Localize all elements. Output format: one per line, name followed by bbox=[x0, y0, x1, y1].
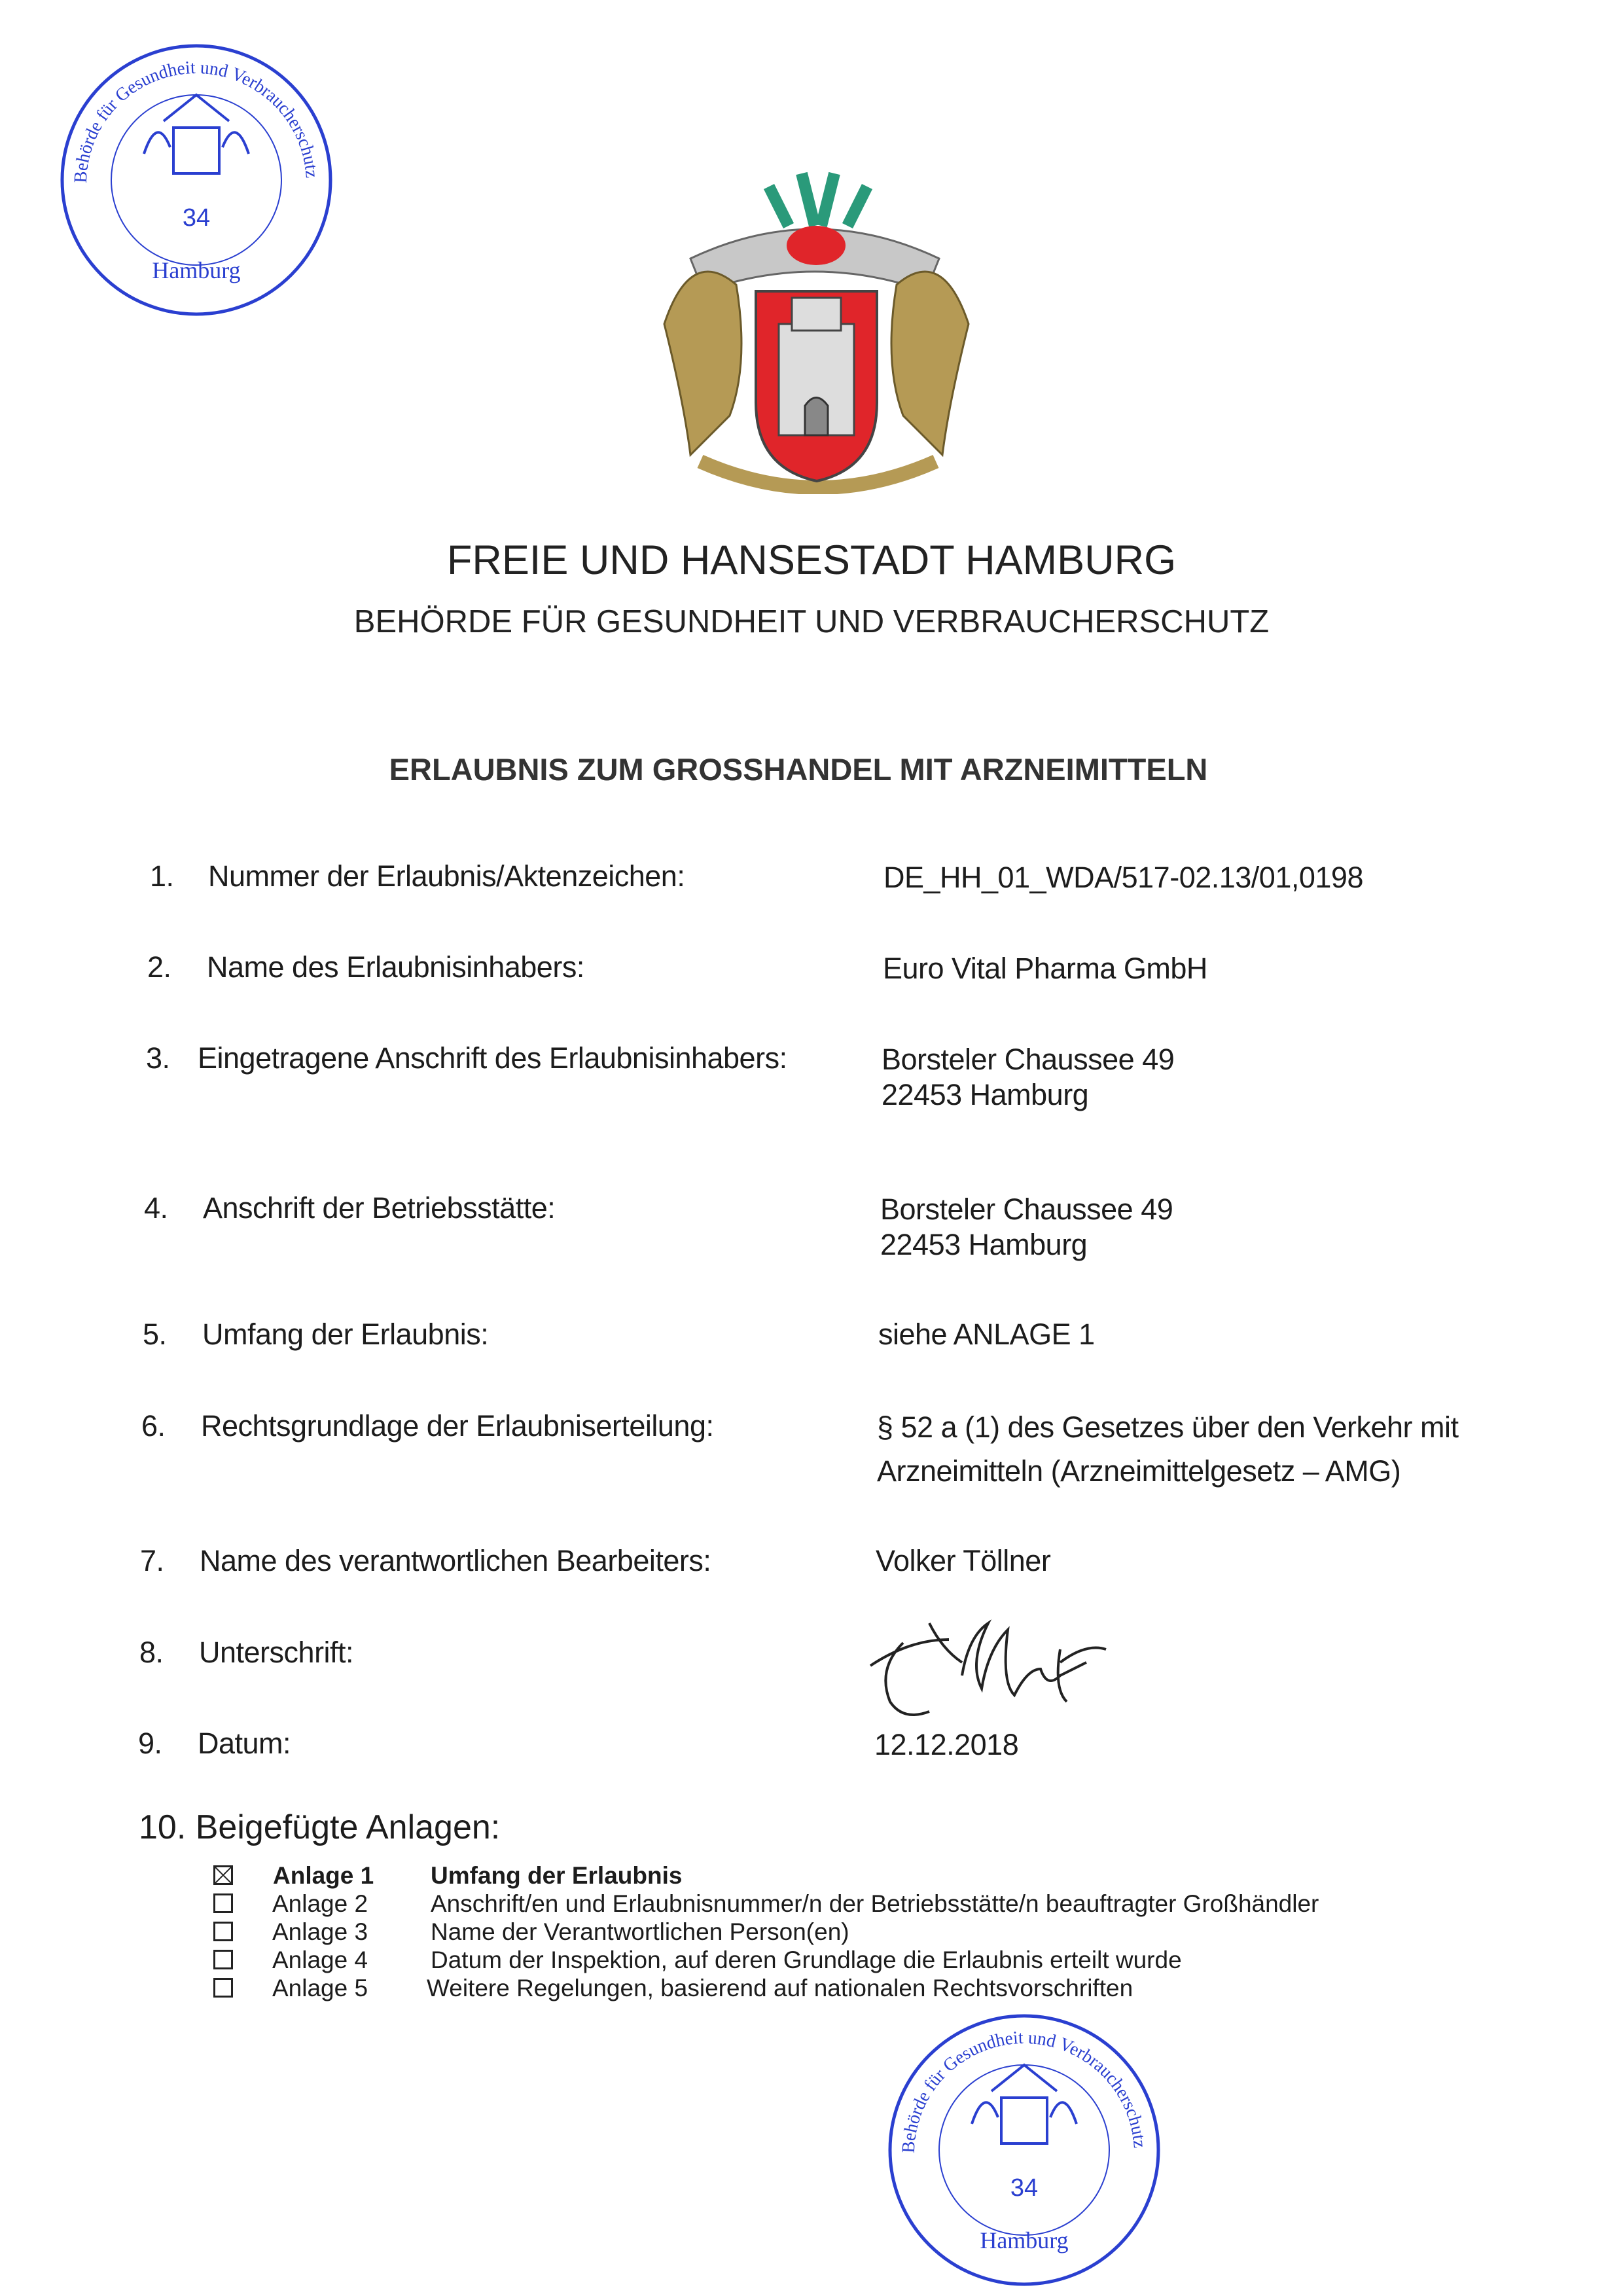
field-label: Rechtsgrundlage der Erlaubniserteilung: bbox=[201, 1409, 714, 1443]
field-label: Eingetragene Anschrift des Erlaubnisinhabers: bbox=[198, 1041, 787, 1075]
document-title: ERLAUBNIS ZUM GROSSHANDEL MIT ARZNEIMITTELN bbox=[389, 752, 1208, 787]
field-number: 4. bbox=[144, 1191, 168, 1225]
field-label: Name des verantwortlichen Bearbeiters: bbox=[200, 1544, 711, 1577]
field-label: Nummer der Erlaubnis/Aktenzeichen: bbox=[208, 859, 685, 893]
issue-date: 12.12.2018 bbox=[874, 1728, 1019, 1761]
attachment-description: Weitere Regelungen, basierend auf nationalen Rechtsvorschriften bbox=[427, 1975, 1133, 2001]
field-number: 1. bbox=[150, 859, 174, 893]
field-number: 5. bbox=[143, 1318, 167, 1351]
field-label: Umfang der Erlaubnis: bbox=[202, 1318, 489, 1351]
attachments-heading: 10. Beigefügte Anlagen: bbox=[139, 1808, 501, 1846]
site-address-city: 22453 Hamburg bbox=[880, 1228, 1088, 1261]
official-stamp-bottom bbox=[883, 2009, 1165, 2291]
hamburg-coat-of-arms bbox=[638, 160, 995, 494]
official-stamp-top bbox=[52, 36, 340, 324]
stamp-city: Hamburg bbox=[152, 257, 241, 283]
authority-subtitle: BEHÖRDE FÜR GESUNDHEIT UND VERBRAUCHERSCHUTZ bbox=[353, 604, 1270, 639]
holder-address-street: Borsteler Chaussee 49 bbox=[882, 1043, 1175, 1076]
attachment-label: Anlage 1 bbox=[273, 1862, 374, 1889]
stamp-ring-text: Behörde für Gesundheit und Verbraucherschutz bbox=[70, 57, 322, 184]
legal-basis-line-2: Arzneimitteln (Arzneimittelgesetz – AMG) bbox=[877, 1454, 1401, 1488]
attachment-label: Anlage 2 bbox=[272, 1890, 368, 1917]
checkbox[interactable] bbox=[213, 1950, 233, 1969]
stamp-number: 34 bbox=[182, 204, 211, 232]
field-number: 7. bbox=[140, 1544, 164, 1577]
stamp-ring-text: Behörde für Gesundheit und Verbraucherschutz bbox=[898, 2027, 1150, 2154]
attachment-label: Anlage 3 bbox=[272, 1918, 368, 1945]
field-label: Name des Erlaubnisinhabers: bbox=[207, 950, 584, 984]
field-number: 8. bbox=[139, 1636, 164, 1669]
field-label: Anschrift der Betriebsstätte: bbox=[203, 1191, 556, 1225]
field-number: 6. bbox=[141, 1409, 166, 1443]
field-number: 9. bbox=[138, 1727, 162, 1760]
attachment-label: Anlage 4 bbox=[272, 1946, 368, 1973]
stamp-city: Hamburg bbox=[980, 2227, 1069, 2253]
attachment-description: Datum der Inspektion, auf deren Grundlage die Erlaubnis erteilt wurde bbox=[431, 1946, 1182, 1973]
permit-scope: siehe ANLAGE 1 bbox=[878, 1318, 1095, 1351]
legal-basis-line-1: § 52 a (1) des Gesetzes über den Verkehr mit bbox=[877, 1410, 1459, 1444]
permit-number: DE_HH_01_WDA/517-02.13/01,0198 bbox=[883, 861, 1363, 894]
field-number: 2. bbox=[147, 950, 171, 984]
attachment-description: Umfang der Erlaubnis bbox=[431, 1862, 683, 1889]
stamp-number: 34 bbox=[1010, 2174, 1039, 2202]
checkbox[interactable] bbox=[213, 1893, 233, 1913]
attachment-label: Anlage 5 bbox=[272, 1975, 368, 2001]
field-number: 3. bbox=[146, 1041, 170, 1075]
holder-address-city: 22453 Hamburg bbox=[882, 1078, 1089, 1111]
checkbox[interactable] bbox=[213, 1922, 233, 1941]
field-label: Datum: bbox=[198, 1727, 291, 1760]
responsible-officer: Volker Töllner bbox=[876, 1544, 1051, 1577]
attachment-description: Anschrift/en und Erlaubnisnummer/n der Betriebsstätte/n beauftragter Großhändler bbox=[431, 1890, 1319, 1917]
field-label: Unterschrift: bbox=[199, 1636, 354, 1669]
checkbox[interactable] bbox=[213, 1978, 233, 1998]
attachment-description: Name der Verantwortlichen Person(en) bbox=[431, 1918, 849, 1945]
checkbox-checked[interactable] bbox=[213, 1865, 233, 1885]
signature bbox=[864, 1604, 1139, 1721]
site-address-street: Borsteler Chaussee 49 bbox=[880, 1193, 1173, 1226]
authority-title: FREIE UND HANSESTADT HAMBURG bbox=[446, 537, 1177, 583]
holder-name: Euro Vital Pharma GmbH bbox=[883, 952, 1207, 985]
